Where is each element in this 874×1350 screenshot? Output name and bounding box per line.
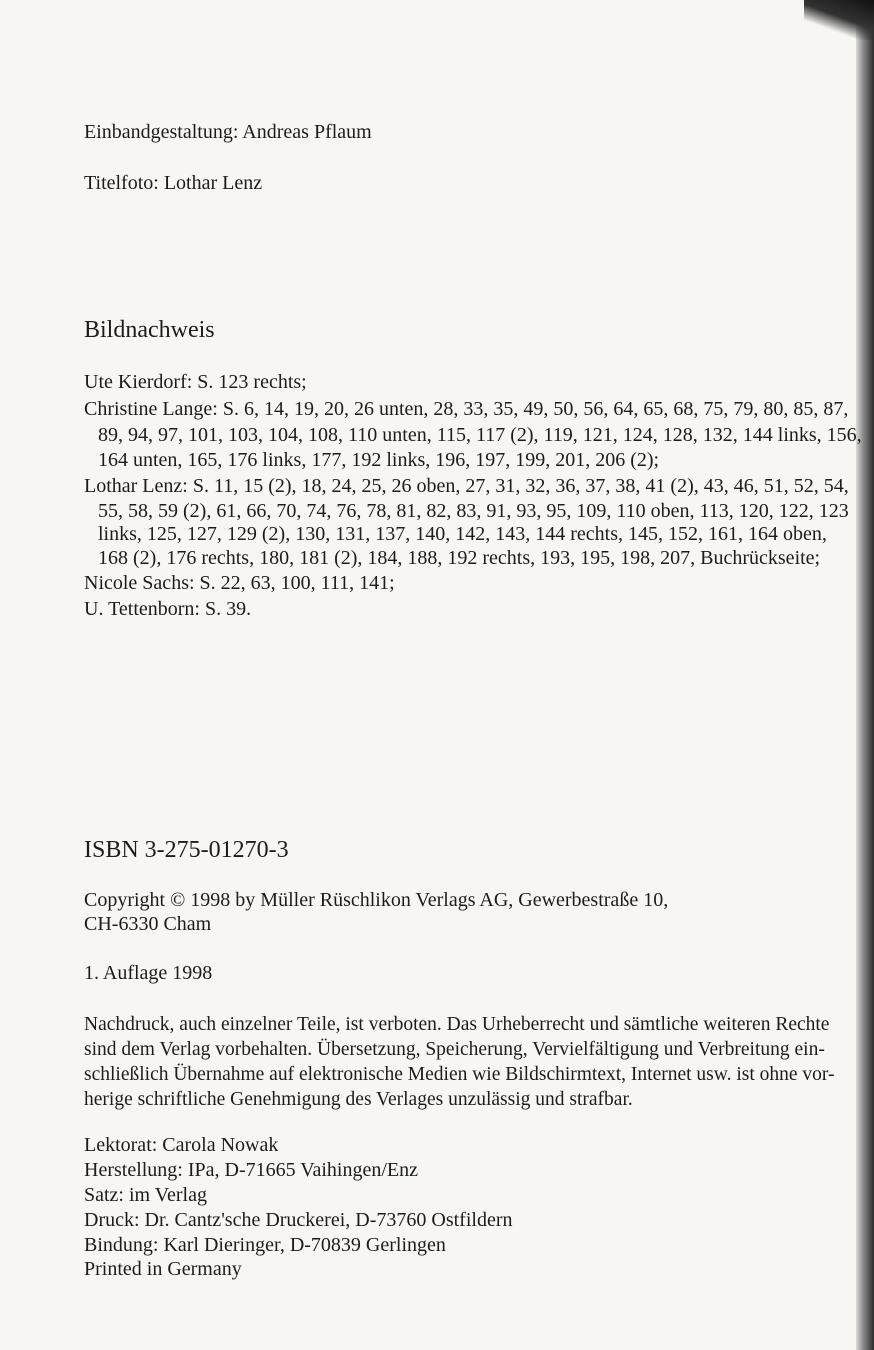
production-line: Bindung: Karl Dieringer, D-70839 Gerlingen (84, 1234, 446, 1256)
picture-credit-line: 89, 94, 97, 101, 103, 104, 108, 110 unten, 115, 117 (2), 119, 121, 124, 128, 132, 144 links, 156, (98, 424, 862, 446)
rights-line: herige schriftliche Genehmigung des Verlages unzulässig und strafbar. (84, 1089, 633, 1110)
picture-credit-line: Ute Kierdorf: S. 123 rechts; (84, 371, 307, 393)
picture-credit-line: U. Tettenborn: S. 39. (84, 598, 252, 620)
production-line: Herstellung: IPa, D-71665 Vaihingen/Enz (84, 1159, 419, 1181)
production-line: Printed in Germany (84, 1258, 242, 1280)
page-corner-shadow (804, 0, 874, 40)
isbn: ISBN 3-275-01270-3 (84, 837, 289, 863)
rights-line: Nachdruck, auch einzelner Teile, ist verboten. Das Urheberrecht und sämtliche weiteren Rechte (84, 1014, 830, 1035)
picture-credit-line: 164 unten, 165, 176 links, 177, 192 links, 196, 197, 199, 201, 206 (2); (98, 449, 660, 471)
credit-title-photo: Titelfoto: Lothar Lenz (84, 172, 263, 194)
copyright-line: Copyright © 1998 by Müller Rüschlikon Verlags AG, Gewerbestraße 10, (84, 889, 669, 911)
book-spine-shadow (856, 0, 874, 1350)
production-line: Satz: im Verlag (84, 1184, 207, 1206)
picture-credit-line: Lothar Lenz: S. 11, 15 (2), 18, 24, 25, 26 oben, 27, 31, 32, 36, 37, 38, 41 (2), 43, 46, 51, 52, 54, (84, 475, 849, 497)
credit-cover-design: Einbandgestaltung: Andreas Pflaum (84, 121, 372, 143)
production-line: Lektorat: Carola Nowak (84, 1134, 279, 1156)
copyright-line: CH-6330 Cham (84, 913, 212, 935)
production-line: Druck: Dr. Cantz'sche Druckerei, D-73760 Ostfildern (84, 1209, 513, 1231)
section-heading-bildnachweis: Bildnachweis (84, 317, 215, 343)
picture-credit-line: Nicole Sachs: S. 22, 63, 100, 111, 141; (84, 572, 395, 594)
picture-credit-line: 55, 58, 59 (2), 61, 66, 70, 74, 76, 78, 81, 82, 83, 91, 93, 95, 109, 110 oben, 113, 120, 122, 123 (98, 500, 849, 522)
picture-credit-line: links, 125, 127, 129 (2), 130, 131, 137, 140, 142, 143, 144 rechts, 145, 152, 161, 164 oben, (98, 523, 827, 545)
rights-line: sind dem Verlag vorbehalten. Übersetzung, Speicherung, Vervielfältigung und Verbreitung ein- (84, 1039, 825, 1060)
picture-credit-line: 168 (2), 176 rechts, 180, 181 (2), 184, 188, 192 rechts, 193, 195, 198, 207, Buchrückseite; (98, 547, 821, 569)
rights-line: schließlich Übernahme auf elektronische Medien wie Bildschirmtext, Internet usw. ist ohne vor- (84, 1064, 835, 1085)
picture-credit-line: Christine Lange: S. 6, 14, 19, 20, 26 unten, 28, 33, 35, 49, 50, 56, 64, 65, 68, 75, 79, 80, 85, 87, (84, 398, 849, 420)
edition-line: 1. Auflage 1998 (84, 962, 213, 984)
